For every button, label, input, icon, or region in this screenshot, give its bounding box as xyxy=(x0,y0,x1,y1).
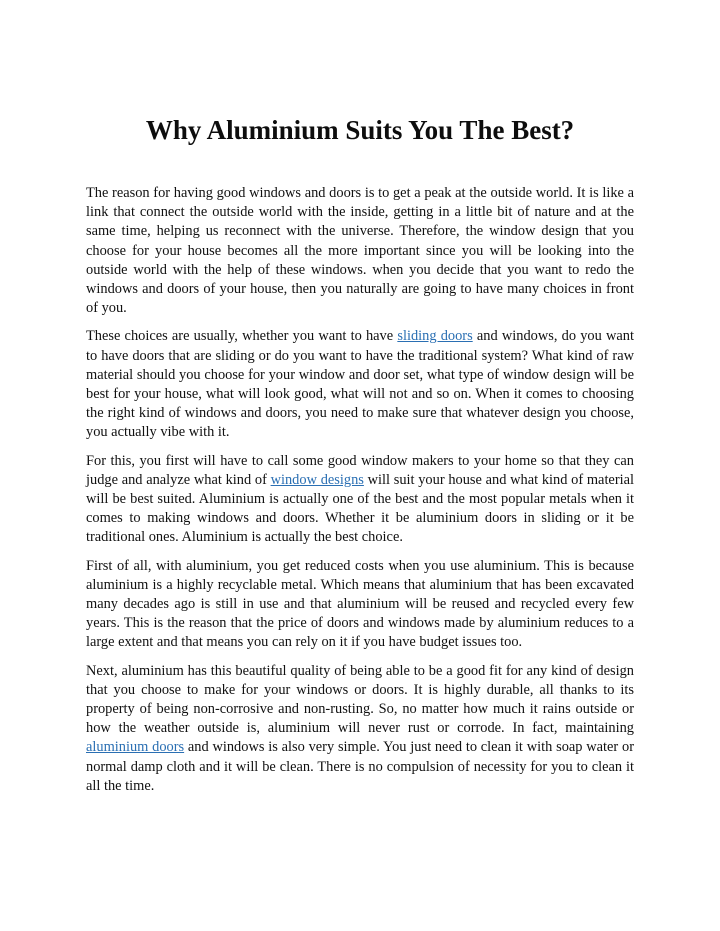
page-title: Why Aluminium Suits You The Best? xyxy=(145,115,575,145)
sliding-doors-link[interactable]: sliding doors xyxy=(397,328,473,345)
paragraph-3 xyxy=(86,452,634,548)
window-designs-link[interactable]: window designs xyxy=(270,471,364,488)
paragraph-2-text-before: These choices are usually, whether you want to have xyxy=(86,328,398,345)
paragraph-5 xyxy=(86,662,634,796)
paragraph-3-text-before: For this, you first will have to call some good window makers to your home so that they can judge and analyze what kind of xyxy=(86,452,634,488)
paragraph-4: First of all, with aluminium, you get reduced costs when you use aluminium. This is because aluminium is a highly recyclable metal. Which means that aluminium that has been excavated many decades ago is still in use and that aluminium will be reused and recycled every few years. This is the reason that the price of doors and windows made by aluminium reduces to a large extent and that means you can rely on it if you have budget issues too. xyxy=(86,557,634,651)
paragraph-5-text-after: and windows is also very simple. You just need to clean it with soap water or normal damp cloth and it will be clean. There is no compulsion of necessity for you to clean it all the time. xyxy=(86,739,634,794)
document-page xyxy=(86,0,634,796)
paragraph-5-text-before: Next, aluminium has this beautiful quality of being able to be a good fit for any kind of design that you choose to make for your windows or doors. It is highly durable, all thanks to its property of being non-corrosive and non-rusting. So, no matter how much it rains outside or how the weather outside is, aluminium will never rust or corrode. In fact, maintaining xyxy=(86,662,634,737)
paragraph-1: The reason for having good windows and doors is to get a peak at the outside world. It is like a link that connect the outside world with the inside, getting in a little bit of nature and at the same time, helping us reconnect with the universe. Therefore, the window design that you choose for your house becomes all the more important since you will be looking into the outside world with the help of these windows. when you decide that you want to redo the windows and doors of your house, then you naturally are going to have many choices in front of you. xyxy=(86,185,634,317)
aluminium-doors-link[interactable]: aluminium doors xyxy=(86,739,185,756)
paragraph-2-text-after: and windows, do you want to have doors that are sliding or do you want to have the traditional system? What kind of raw material should you choose for your window and door set, what type of window design will be best for your house, what will look good, what will not and so on. When it comes to choosing the right kind of windows and doors, you need to make sure that whatever design you choose, you actually vibe with it. xyxy=(86,328,634,441)
paragraph-2 xyxy=(86,327,634,442)
paragraph-3-text-after: will suit your house and what kind of material will be best suited. Aluminium is actually one of the best and the most popular metals when it comes to making windows and doors. Whether it be aluminium doors in sliding or it be traditional ones. Aluminium is actually the best choice. xyxy=(86,471,635,546)
